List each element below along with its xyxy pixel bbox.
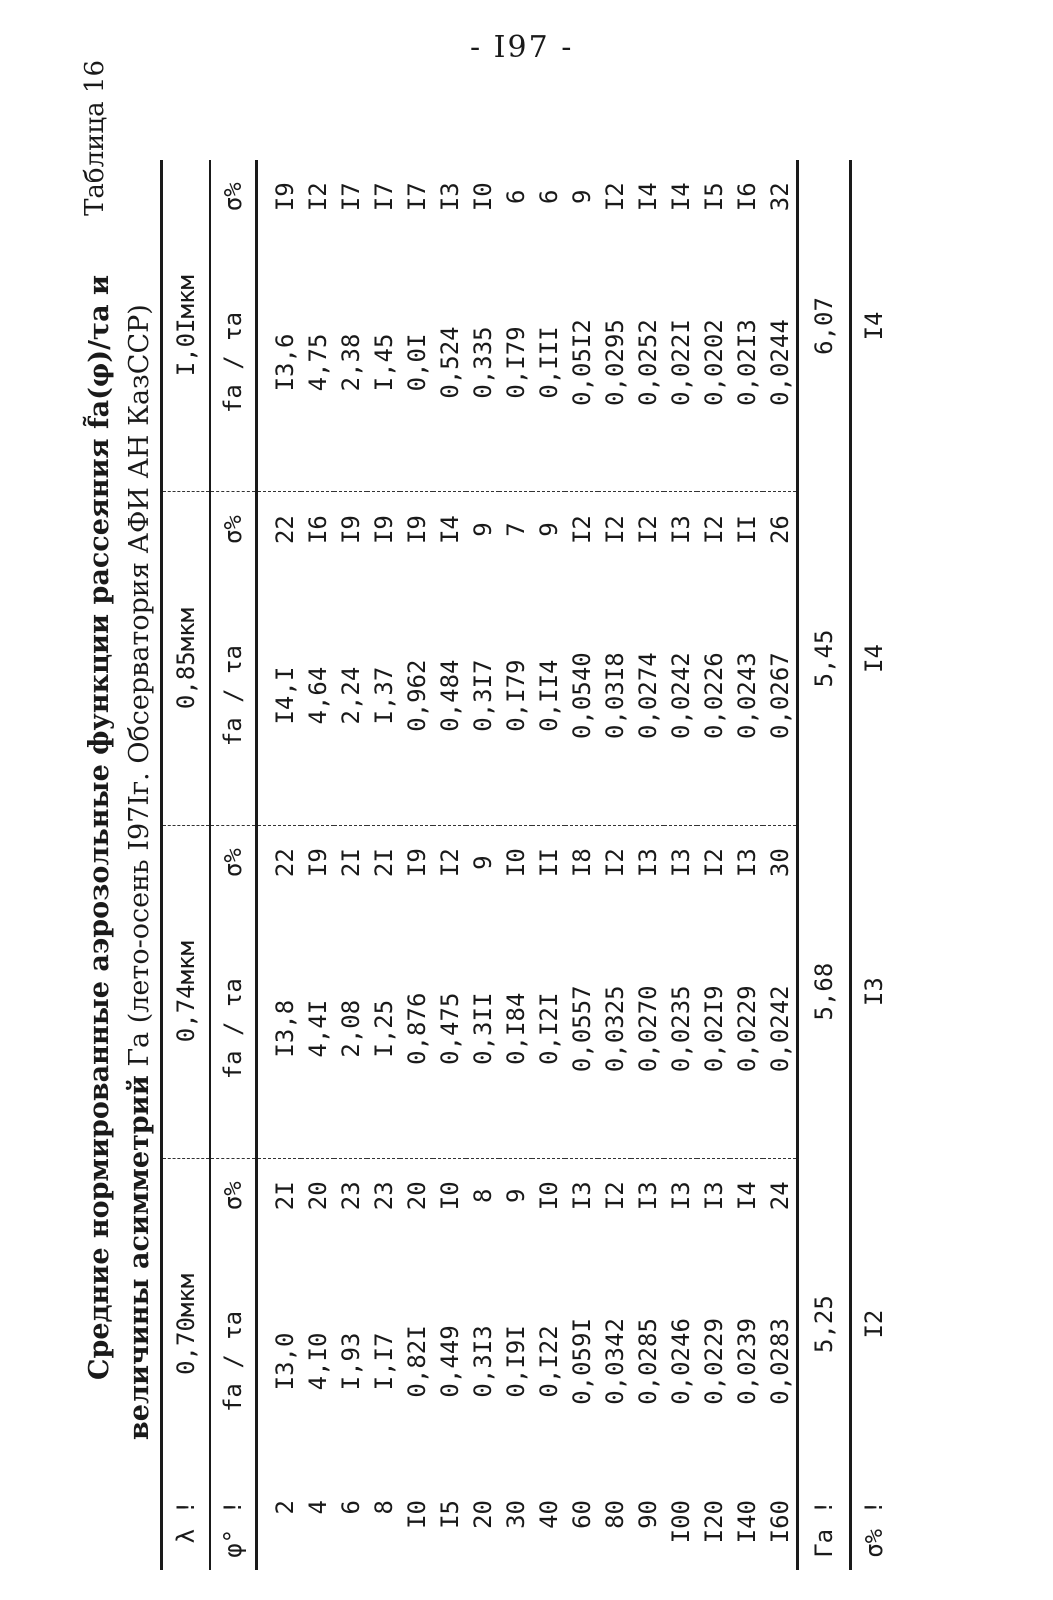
sigma-cell: I0 [435,1181,464,1211]
table-label: Таблица 16 [80,60,110,216]
ratio-cell: 0,II4 [532,567,565,825]
sigma-cell: I9 [369,515,398,545]
sigma-cell: I5 [699,182,728,212]
sigma-cell: 9 [534,522,563,537]
sigma-cell: I2 [303,182,332,212]
ratio-cell: 0,475 [433,900,466,1158]
phi-cell: 2 [270,1500,299,1515]
ratio-cell: 0,0243 [730,567,763,825]
table-row [565,160,598,1570]
sigma-cell: I7 [369,182,398,212]
ratio-header: fa / τa [210,1233,257,1490]
table-row [400,160,433,1570]
sigma-cell: 23 [336,1181,365,1211]
ratio-cell: 0,449 [435,1325,464,1398]
ratio-cell: 0,876 [400,900,433,1158]
sigma-cell: 6 [534,189,563,205]
ratio-cell: I,I7 [369,1332,398,1391]
ratio-cell: 0,0285 [633,1318,662,1405]
sigma-cell: I2 [600,848,629,878]
ratio-cell: 0,82I [402,1325,431,1398]
sigma-cell: I2 [600,515,629,545]
ratio-cell: 0,0267 [763,567,798,825]
sigma-cell: II [534,848,563,878]
sigma-cell: 22 [270,515,299,545]
sigma-cell: I3 [435,182,464,212]
ratio-cell: 4,4I [301,900,334,1158]
phi-cell: 40 [534,1500,563,1529]
phi-cell: 90 [633,1500,662,1529]
sigma-cell: 2I [270,1181,299,1211]
page-number: - I97 - [470,30,574,65]
table-row [367,160,400,1570]
ratio-cell: 0,02I3 [730,234,763,492]
title-line-2 [120,275,160,1440]
ratio-cell: 4,64 [301,567,334,825]
sigma-cell: I3 [699,1181,728,1211]
ratio-cell: 2,38 [334,234,367,492]
ratio-cell: 0,0283 [765,1318,794,1405]
ratio-cell: 0,0229 [730,900,763,1158]
ratio-cell: 0,0242 [763,900,798,1158]
sigma-cell: 6 [501,189,530,205]
table-row [730,160,763,1570]
sigma-cell: 7 [501,522,530,537]
sigma-cell: I3 [732,848,761,878]
ratio-cell: I4,I [257,567,302,825]
ratio-header: fa / τa [210,234,257,492]
sigma-cell: I9 [336,515,365,545]
column-header-row [210,160,257,1570]
title-line-2-rest: Γa (лето-осень I97Iг. Обсерватория АФИ АН КазССР) [124,304,155,1076]
ratio-cell: 0,022I [664,234,697,492]
wavelength-header: 0,85мкм [162,492,211,825]
table-row [598,160,631,1570]
scattering-table [160,160,896,1570]
sigma-value: I3 [851,825,897,1158]
sigma-cell: I9 [402,848,431,878]
gamma-value: 6,07 [798,160,851,492]
sigma-cell: I3 [633,1181,662,1211]
ratio-header: fa / τa [210,900,257,1158]
sigma-header: σ% [210,160,257,234]
ratio-cell: 0,0325 [598,900,631,1158]
sigma-cell: I0 [534,1181,563,1211]
table-row [301,160,334,1570]
sigma-cell: I9 [303,848,332,878]
sigma-value: I4 [851,492,897,825]
sigma-cell: I2 [567,515,596,545]
phi-cell: 80 [600,1500,629,1529]
table-row [697,160,730,1570]
ratio-cell: 4,75 [301,234,334,492]
phi-cell: I40 [732,1500,761,1544]
sigma-cell: 2I [369,848,398,878]
phi-cell: I5 [435,1500,464,1529]
ratio-cell: 0,05I2 [565,234,598,492]
sigma-cell: I2 [699,848,728,878]
sigma-cell: 20 [303,1181,332,1211]
table-row [631,160,664,1570]
table-row [257,160,302,1570]
sigma-cell: 23 [369,1181,398,1211]
phi-cell: I00 [666,1500,695,1544]
ratio-cell: 2,08 [334,900,367,1158]
ratio-cell: I,93 [336,1332,365,1391]
phi-cell: I60 [765,1500,794,1544]
ratio-cell: 0,I9I [501,1325,530,1398]
sigma-cell: I2 [600,1181,629,1211]
table-row [499,160,532,1570]
sigma-cell: I9 [270,182,299,212]
ratio-cell: 0,I79 [499,567,532,825]
ratio-cell: I,37 [367,567,400,825]
sigma-cell: 24 [765,1181,794,1211]
title-line-1: Средние нормированные аэрозольные функции рассеяния f̃a(φ)/τa и [84,274,115,1380]
ratio-cell: 0,3II [466,900,499,1158]
table-row [433,160,466,1570]
sigma-cell: 9 [567,189,596,205]
sigma-cell: I9 [402,515,431,545]
ratio-cell: 0,962 [400,567,433,825]
sigma-cell: 26 [765,515,794,545]
ratio-cell: 0,03I8 [598,567,631,825]
sigma-cell: 22 [270,848,299,878]
sigma-cell: I4 [633,182,662,212]
phi-cell: 20 [468,1500,497,1529]
table-row [664,160,697,1570]
sigma-cell: I3 [666,848,695,878]
table-row [532,160,565,1570]
sigma-cell: 8 [468,1188,497,1203]
ratio-cell: 0,III [532,234,565,492]
wavelength-header: I,0Iмкм [162,160,211,492]
sigma-cell: I4 [732,1181,761,1211]
phi-cell: I20 [699,1500,728,1544]
ratio-cell: 0,0540 [565,567,598,825]
sigma-cell: I2 [699,515,728,545]
sigma-header: σ% [210,492,257,567]
sigma-cell: 9 [501,1188,530,1203]
sigma-cell: I6 [732,182,761,212]
ratio-cell: 4,I0 [303,1332,332,1391]
sigma-cell: I2 [435,848,464,878]
ratio-cell: 0,059I [567,1318,596,1405]
rotated-table-page [80,60,900,1570]
ratio-cell: I,25 [367,900,400,1158]
sigma-cell: I3 [666,515,695,545]
ratio-cell: 0,I22 [534,1325,563,1398]
phi-cell: I0 [402,1500,431,1529]
gamma-value: 5,25 [798,1158,851,1490]
phi-cell: 30 [501,1500,530,1529]
sigma-header: σ% [210,825,257,900]
ratio-cell: 0,0274 [631,567,664,825]
ratio-header: fa / τa [210,567,257,825]
wavelength-header: 0,74мкм [162,825,211,1158]
sigma-value: I2 [851,1158,897,1490]
ratio-cell: 0,3I3 [468,1325,497,1398]
sigma-cell: II [732,515,761,545]
ratio-cell: I3,6 [257,234,302,492]
ratio-cell: 0,0342 [600,1318,629,1405]
sigma-cell: I7 [402,182,431,212]
sigma-cell: I3 [633,848,662,878]
ratio-cell: 0,0557 [565,900,598,1158]
sigma-label: σ% ! [851,1490,897,1570]
ratio-cell: 0,02I9 [697,900,730,1158]
ratio-cell: 0,0270 [631,900,664,1158]
sigma-cell: I4 [435,515,464,545]
gamma-value: 5,45 [798,492,851,825]
sigma-cell: I6 [303,515,332,545]
ratio-cell: 0,0229 [699,1318,728,1405]
sigma-header: σ% [210,1158,257,1233]
ratio-cell: 0,I2I [532,900,565,1158]
ratio-cell: 0,0202 [697,234,730,492]
ratio-cell: 0,484 [433,567,466,825]
table-body [257,160,798,1570]
ratio-cell: 0,0295 [598,234,631,492]
ratio-cell: I3,0 [270,1332,299,1391]
gamma-row [798,160,851,1570]
sigma-cell: I3 [666,1181,695,1211]
ratio-cell: 0,0I [400,234,433,492]
phi-cell: 60 [567,1500,596,1529]
sigma-cell: 2I [336,848,365,878]
sigma-cell: I3 [567,1181,596,1211]
title-line-2-bold: величины асимметрий [124,1075,155,1440]
ratio-cell: 0,0235 [664,900,697,1158]
sigma-value: I4 [851,160,897,492]
phi-header: φ° ! [210,1490,257,1570]
ratio-cell: 0,335 [466,234,499,492]
phi-cell: 8 [369,1500,398,1515]
ratio-cell: 2,24 [334,567,367,825]
lambda-header: λ ! [162,1490,211,1570]
sigma-cell: 9 [468,855,497,870]
ratio-cell: 0,0226 [697,567,730,825]
sigma-cell: 30 [765,848,794,878]
sigma-cell: I8 [567,848,596,878]
sigma-cell: 32 [765,182,794,212]
ratio-cell: 0,I84 [499,900,532,1158]
sigma-cell: 9 [468,522,497,537]
ratio-cell: 0,0239 [732,1318,761,1405]
phi-cell: 6 [336,1500,365,1515]
wavelength-header-row [162,160,211,1570]
ratio-cell: 0,0242 [664,567,697,825]
wavelength-header: 0,70мкм [162,1158,211,1490]
sigma-row [851,160,897,1570]
table-row [466,160,499,1570]
sigma-cell: 20 [402,1181,431,1211]
sigma-cell: I4 [666,182,695,212]
ratio-cell: 0,0246 [666,1318,695,1405]
sigma-cell: I0 [468,182,497,212]
phi-cell: 4 [303,1500,332,1515]
table-row [763,160,798,1570]
ratio-cell: 0,3I7 [466,567,499,825]
ratio-cell: 0,0244 [763,234,798,492]
sigma-cell: I0 [501,848,530,878]
ratio-cell: 0,I79 [499,234,532,492]
ratio-cell: 0,524 [433,234,466,492]
sigma-cell: I2 [633,515,662,545]
ratio-cell: I3,8 [257,900,302,1158]
sigma-cell: I7 [336,182,365,212]
ratio-cell: 0,0252 [631,234,664,492]
sigma-cell: I2 [600,182,629,212]
ratio-cell: I,45 [367,234,400,492]
table-title [80,275,160,1440]
gamma-value: 5,68 [798,825,851,1158]
gamma-label: Γa ! [798,1490,851,1570]
table-row [334,160,367,1570]
